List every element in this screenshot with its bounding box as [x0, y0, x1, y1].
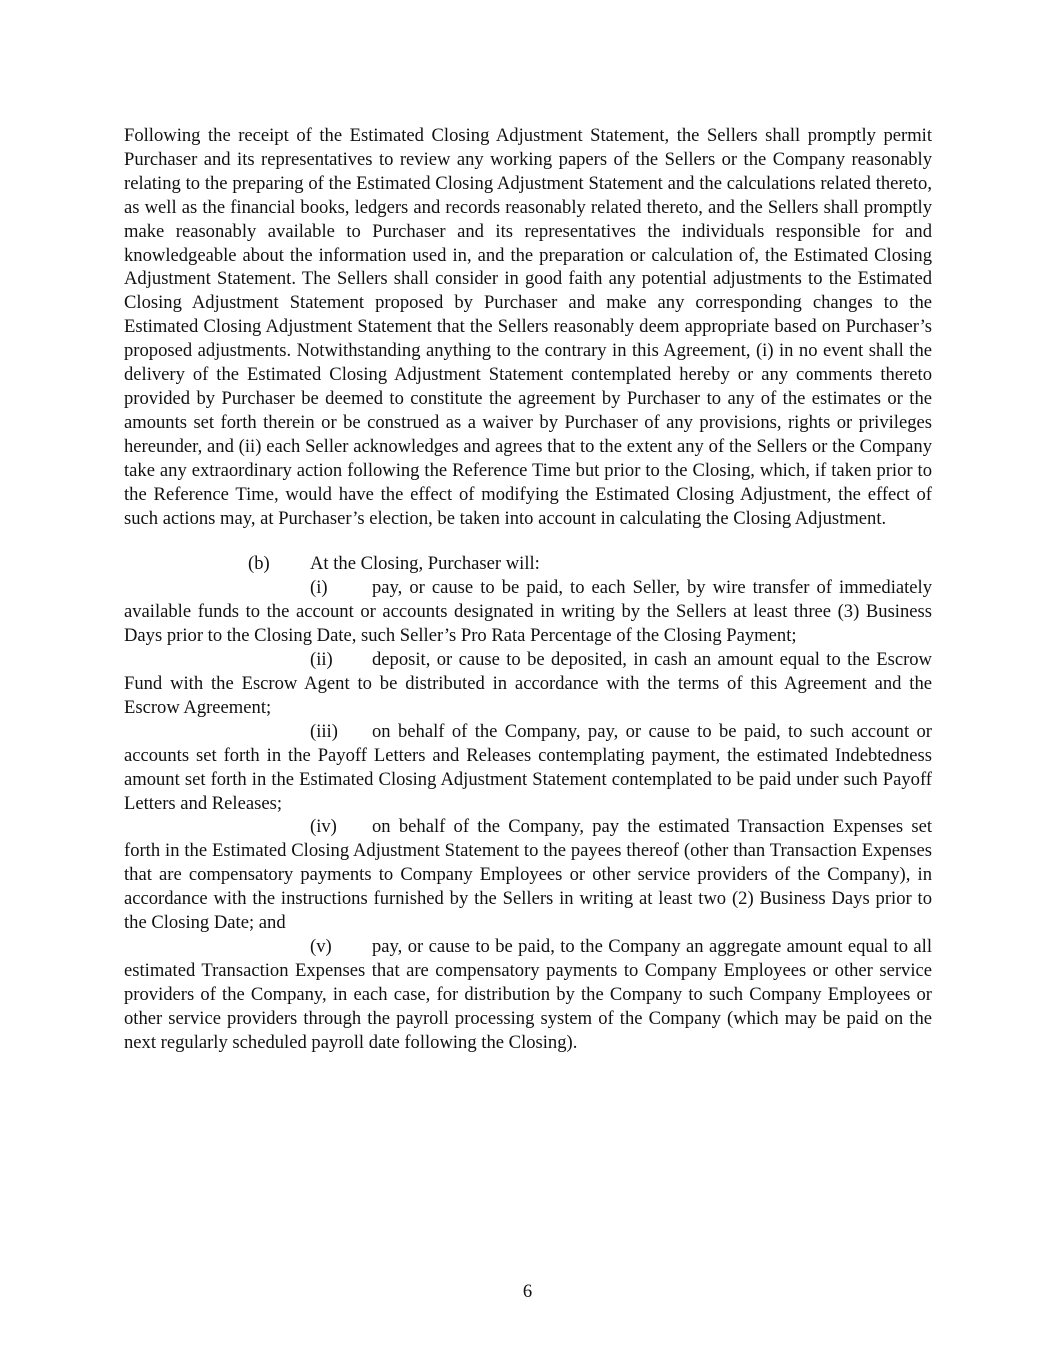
- clause-iv: [124, 815, 932, 935]
- clause-number: (v): [310, 936, 332, 957]
- clause-ii: [124, 648, 932, 720]
- clause-number: (i): [310, 577, 328, 599]
- clause-text: pay, or cause to be paid, to each Seller, by wire transfer of immediately available funds to the account or accounts designated in writing by the Sellers at least three (3) Business Days prior to the Closing Date, such Seller’s Pro Rata Percentage of the Closing Payment;: [124, 577, 932, 647]
- clause-iii: [124, 720, 932, 816]
- clause-text: on behalf of the Company, pay the estimated Transaction Expenses set forth in the Estimated Closing Adjustment Statement to the payees thereof (other than Transaction Expenses that are compensatory payments to Company Employees or other service providers of the Company), in accordance with the instructions furnished by the Sellers in writing at least two (2) Business Days prior to the Closing Date; and: [124, 816, 932, 934]
- subsection-b: [124, 552, 932, 576]
- subsection-text: At the Closing, Purchaser will:: [310, 553, 540, 575]
- clause-i: [124, 576, 932, 648]
- clause-v: [124, 935, 932, 1055]
- subsection-number: (b): [248, 553, 270, 575]
- document-page: [124, 124, 932, 1055]
- clause-number: (ii): [310, 649, 333, 671]
- clause-text: on behalf of the Company, pay, or cause to be paid, to such account or accounts set forth in the Payoff Letters and Releases contemplating payment, the estimated Indebtedness amount set forth in the Estimated Closing Adjustment Statement contemplated to be paid under such Payoff Letters and Releases;: [124, 720, 932, 814]
- clause-text: deposit, or cause to be deposited, in cash an amount equal to the Escrow Fund with the Escrow Agent to be distributed in accordance with the terms of this Agreement and the Escrow Agreement;: [124, 649, 932, 718]
- intro-paragraph: Following the receipt of the Estimated Closing Adjustment Statement, the Sellers shall promptly permit Purchaser and its representatives to review any working papers of the Sellers or the Company reasonably relating to the preparing of the Estimated Closing Adjustment Statement and the calculations related thereto, as well as the financial books, ledgers and records reasonably related thereto, and the Sellers shall promptly make reasonably available to Purchaser and its representatives the individuals responsible for and knowledgeable about the information used in, and the preparation or calculation of, the Estimated Closing Adjustment Statement. The Sellers shall consider in good faith any potential adjustments to the Estimated Closing Adjustment Statement proposed by Purchaser and make any corresponding changes to the Estimated Closing Adjustment Statement that the Sellers reasonably deem appropriate based on Purchaser’s proposed adjustments. Notwithstanding anything to the contrary in this Agreement, (i) in no event shall the delivery of the Estimated Closing Adjustment Statement contemplated hereby or any comments thereto provided by Purchaser be deemed to constitute the agreement by Purchaser to any of the estimates or the amounts set forth therein or be construed as a waiver by Purchaser of any provisions, rights or privileges hereunder, and (ii) each Seller acknowledges and agrees that to the extent any of the Sellers or the Company take any extraordinary action following the Reference Time but prior to the Closing, which, if taken prior to the Reference Time, would have the effect of modifying the Estimated Closing Adjustment, the effect of such actions may, at Purchaser’s election, be taken into account in calculating the Closing Adjustment.: [124, 125, 932, 529]
- clause-number: (iii): [310, 720, 338, 742]
- clause-number: (iv): [310, 816, 337, 838]
- page-number: 6: [522, 1281, 533, 1302]
- clause-text: pay, or cause to be paid, to the Company an aggregate amount equal to all estimated Transaction Expenses that are compensatory payments to Company Employees or other service providers of the Company, in each case, for distribution by the Company to such Company Employees or other service providers through the payroll processing system of the Company (which may be paid on the next regularly scheduled payroll date following the Closing).: [124, 936, 932, 1053]
